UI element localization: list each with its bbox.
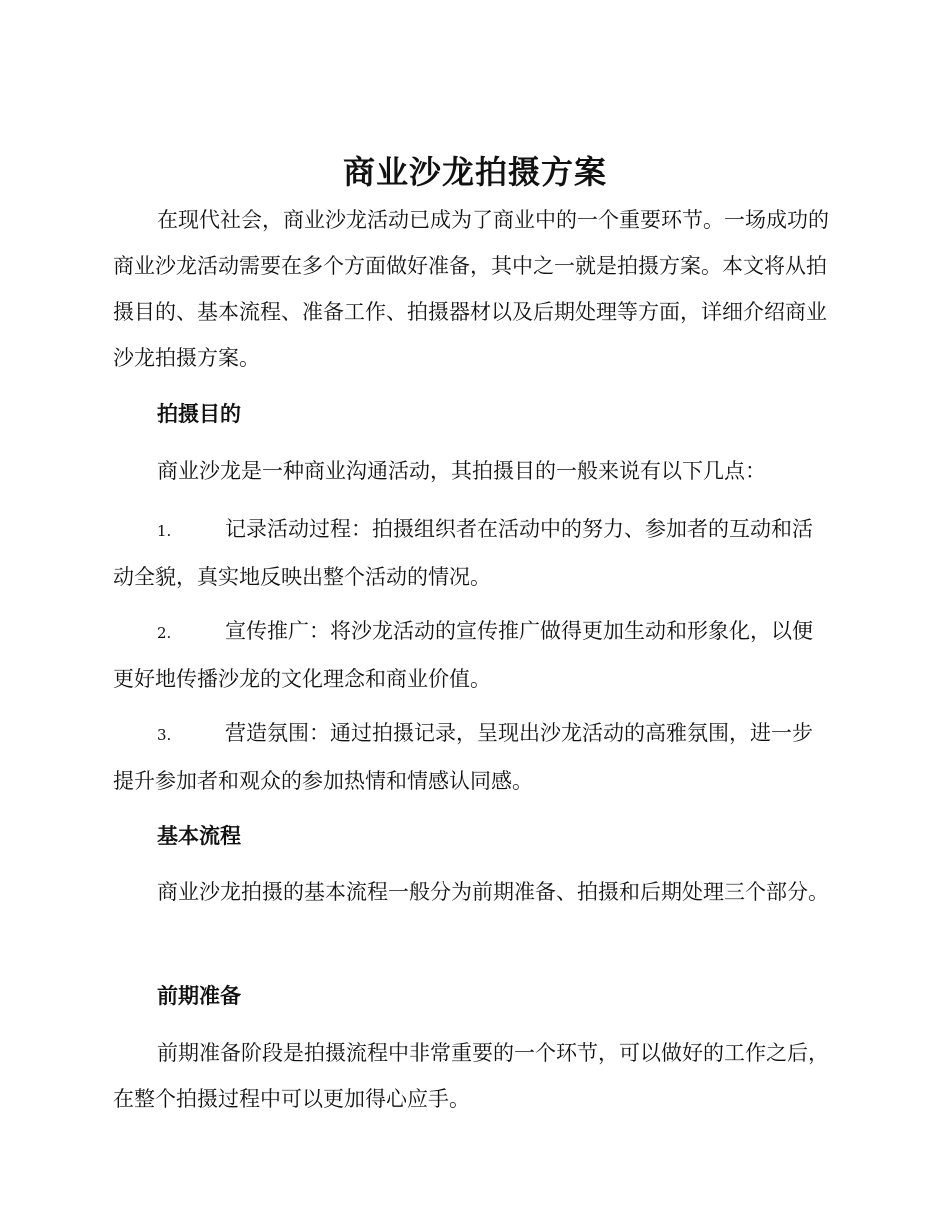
section-heading-process: 基本流程 — [157, 824, 241, 848]
section-heading-purpose: 拍摄目的 — [157, 402, 241, 426]
process-paragraph: 商业沙龙拍摄的基本流程一般分为前期准备、拍摄和后期处理三个部分。 — [157, 880, 829, 904]
list-item — [113, 608, 833, 702]
preparation-paragraph: 前期准备阶段是拍摄流程中非常重要的一个环节，可以做好的工作之后，在整个拍摄过程中可以更加得心应手。 — [113, 1041, 829, 1111]
list-item — [113, 710, 833, 804]
intro-paragraph: 在现代社会，商业沙龙活动已成为了商业中的一个重要环节。一场成功的商业沙龙活动需要在多个方面做好准备，其中之一就是拍摄方案。本文将从拍摄目的、基本流程、准备工作、拍摄器材以及后期处理等方面，详细介绍商业沙龙拍摄方案。 — [113, 208, 829, 370]
list-item-text: 宣传推广：将沙龙活动的宣传推广做得更加生动和形象化，以便更好地传播沙龙的文化理念和商业价值。 — [113, 619, 813, 691]
section-heading-preparation: 前期准备 — [157, 984, 241, 1008]
list-item-text: 记录活动过程：拍摄组织者在活动中的努力、参加者的互动和活动全貌，真实地反映出整个活动的情况。 — [113, 517, 813, 589]
list-item — [113, 506, 833, 600]
list-item-number: 1. — [157, 522, 172, 540]
document-title: 商业沙龙拍摄方案 — [342, 153, 607, 191]
list-item-number: 2. — [157, 624, 172, 642]
list-item-text: 营造氛围：通过拍摄记录，呈现出沙龙活动的高雅氛围，进一步提升参加者和观众的参加热情和情感认同感。 — [113, 721, 813, 793]
purpose-paragraph: 商业沙龙是一种商业沟通活动，其拍摄目的一般来说有以下几点： — [157, 459, 766, 483]
list-item-number: 3. — [157, 726, 172, 744]
